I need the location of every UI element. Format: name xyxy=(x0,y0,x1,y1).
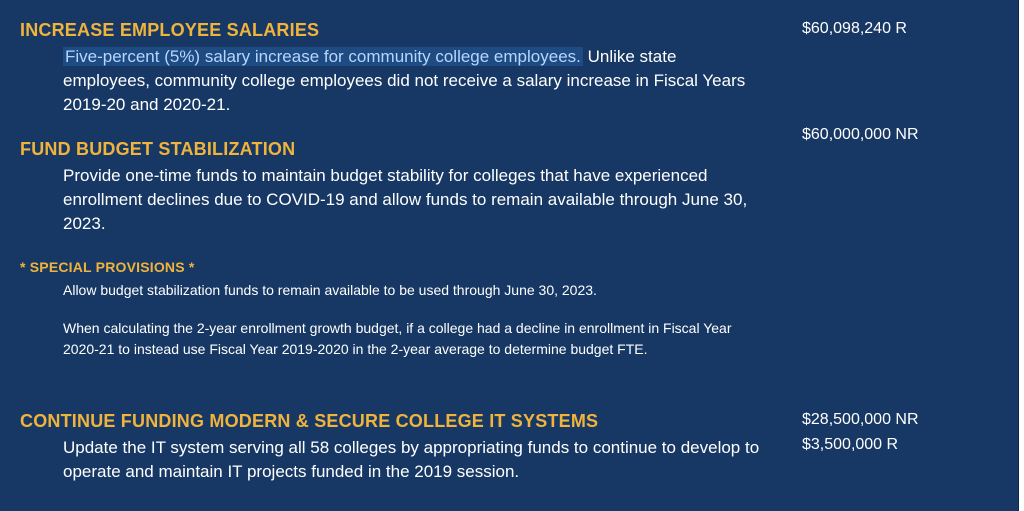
amount-budget-stabilization: $60,000,000 NR xyxy=(802,126,919,143)
amount-it-nonrecurring: $28,500,000 NR xyxy=(802,411,919,428)
heading-special-provisions: * SPECIAL PROVISIONS * xyxy=(20,259,195,275)
body-text: Unlike state employees, community college employees did not receive a salary increase in Fiscal Years 2019-20 and 2020-21. xyxy=(63,47,746,114)
highlighted-text: Five-percent (5%) salary increase for community college employees. xyxy=(65,47,581,66)
special-provision-2: When calculating the 2-year enrollment growth budget, if a college had a decline in enrollment in Fiscal Year 2020-21 to instead use Fiscal Year 2019-2020 in the 2-year average to determine budget FTE. xyxy=(63,320,732,357)
amount-it-recurring: $3,500,000 R xyxy=(802,436,899,453)
heading-it-systems: CONTINUE FUNDING MODERN & SECURE COLLEGE IT SYSTEMS xyxy=(20,411,599,431)
amount-salaries: $60,098,240 R xyxy=(802,20,907,37)
body-increase-employee-salaries xyxy=(63,45,753,117)
special-provision-1: Allow budget stabilization funds to remain available to be used through June 30, 2023. xyxy=(63,282,597,298)
heading-increase-employee-salaries: INCREASE EMPLOYEE SALARIES xyxy=(20,20,320,40)
body-fund-budget-stabilization: Provide one-time funds to maintain budget stability for colleges that have experienced enrollment declines due to COVID-19 and allow funds to remain available through June 30, 2023. xyxy=(63,166,748,233)
heading-fund-budget-stabilization: FUND BUDGET STABILIZATION xyxy=(20,139,296,159)
body-it-systems: Update the IT system serving all 58 colleges by appropriating funds to continue to develop to operate and maintain IT projects funded in the 2019 session. xyxy=(63,438,760,481)
